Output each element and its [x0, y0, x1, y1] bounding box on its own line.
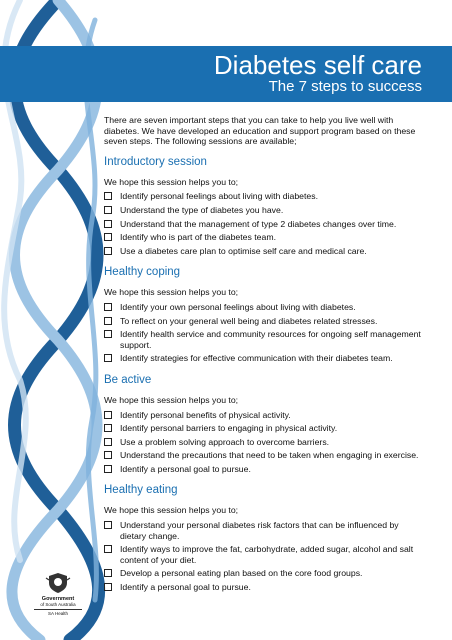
checklist: [104, 191, 422, 256]
logo-line-department: SA Health: [47, 611, 68, 616]
checkbox[interactable]: [104, 424, 112, 432]
page-title: Diabetes self care: [213, 50, 422, 80]
checkbox[interactable]: [104, 233, 112, 241]
checkbox[interactable]: [104, 411, 112, 419]
checklist-item-text: Identify health service and community resources for ongoing self management support.: [120, 329, 421, 350]
checklist-item: [104, 544, 422, 565]
checklist-item-text: Identify personal barriers to engaging in physical activity.: [120, 423, 338, 434]
checklist-item: [104, 232, 422, 243]
checkbox[interactable]: [104, 569, 112, 577]
checklist-item: [104, 302, 422, 313]
checklist: [104, 302, 422, 364]
checkbox[interactable]: [104, 192, 112, 200]
checklist-item-text: Understand the type of diabetes you have.: [120, 204, 284, 215]
section-lead: We hope this session helps you to;: [104, 394, 239, 405]
checklist-item: [104, 246, 422, 257]
checklist-item: [104, 437, 422, 448]
section-heading: Healthy eating: [104, 484, 178, 497]
section-lead: We hope this session helps you to;: [104, 505, 239, 516]
checklist-item-text: Use a diabetes care plan to optimise self care and medical care.: [120, 245, 367, 256]
checklist: [104, 410, 422, 475]
checklist-item-text: Identify your own personal feelings about living with diabetes.: [120, 301, 356, 312]
logo-line-government: Government: [41, 596, 75, 602]
checkbox[interactable]: [104, 206, 112, 214]
checkbox[interactable]: [104, 521, 112, 529]
checklist-item-text: Identify personal benefits of physical activity.: [120, 409, 291, 420]
checklist-item-text: Identify a personal goal to pursue.: [120, 463, 251, 474]
checklist-item-text: Understand the precautions that need to be taken when engaging in exercise.: [120, 450, 419, 461]
checklist-item-text: Identify who is part of the diabetes team.: [120, 232, 276, 243]
section-introductory-session: [104, 155, 422, 257]
section-healthy-eating: [104, 483, 422, 592]
checkbox[interactable]: [104, 465, 112, 473]
section-heading: Introductory session: [104, 155, 207, 168]
section-heading: Be active: [104, 373, 152, 386]
page-subtitle: The 7 steps to success: [268, 78, 422, 95]
checkbox[interactable]: [104, 303, 112, 311]
checklist-item-text: Identify a personal goal to pursue.: [120, 582, 251, 593]
checklist-item: [104, 353, 422, 364]
checkbox[interactable]: [104, 220, 112, 228]
checklist-item-text: Identify personal feelings about living with diabetes.: [120, 191, 319, 202]
checklist-item: [104, 329, 422, 350]
crest-icon: [45, 572, 71, 594]
checkbox[interactable]: [104, 354, 112, 362]
checkbox[interactable]: [104, 545, 112, 553]
checklist-item: [104, 450, 422, 461]
section-lead: We hope this session helps you to;: [104, 287, 239, 298]
checklist-item: [104, 410, 422, 421]
logo-line-state: of South Australia: [40, 602, 76, 607]
checkbox[interactable]: [104, 330, 112, 338]
checklist-item-text: Understand your personal diabetes risk factors that can be influenced by dietary change.: [120, 520, 399, 541]
checklist-item: [104, 191, 422, 202]
checklist-item: [104, 219, 422, 230]
checklist-item: [104, 568, 422, 579]
checklist-item-text: Understand that the management of type 2 diabetes changes over time.: [120, 218, 397, 229]
checklist-item: [104, 205, 422, 216]
checklist-item-text: Develop a personal eating plan based on the core food groups.: [120, 568, 363, 579]
logo-divider: [34, 609, 82, 610]
document-body: [104, 115, 422, 602]
checkbox[interactable]: [104, 438, 112, 446]
intro-paragraph: There are seven important steps that you can take to help you live well with diabetes. We have developed an education and support program based on these seven steps. The following sessions are available;: [104, 115, 416, 147]
checkbox[interactable]: [104, 247, 112, 255]
checklist-item-text: Use a problem solving approach to overcome barriers.: [120, 436, 330, 447]
checklist: [104, 520, 422, 593]
checklist-item: [104, 582, 422, 593]
checklist-item-text: Identify strategies for effective communication with their diabetes team.: [120, 353, 393, 364]
section-healthy-coping: [104, 265, 422, 364]
checkbox[interactable]: [104, 317, 112, 325]
government-logo: [28, 572, 88, 634]
checkbox[interactable]: [104, 583, 112, 591]
section-heading: Healthy coping: [104, 266, 181, 279]
checklist-item: [104, 520, 422, 541]
section-lead: We hope this session helps you to;: [104, 176, 239, 187]
section-be-active: [104, 373, 422, 475]
checklist-item: [104, 316, 422, 327]
checkbox[interactable]: [104, 451, 112, 459]
checklist-item-text: To reflect on your general well being and diabetes related stresses.: [120, 315, 378, 326]
checklist-item: [104, 423, 422, 434]
checklist-item: [104, 464, 422, 475]
checklist-item-text: Identify ways to improve the fat, carbohydrate, added sugar, alcohol and salt content of your diet.: [120, 544, 414, 565]
